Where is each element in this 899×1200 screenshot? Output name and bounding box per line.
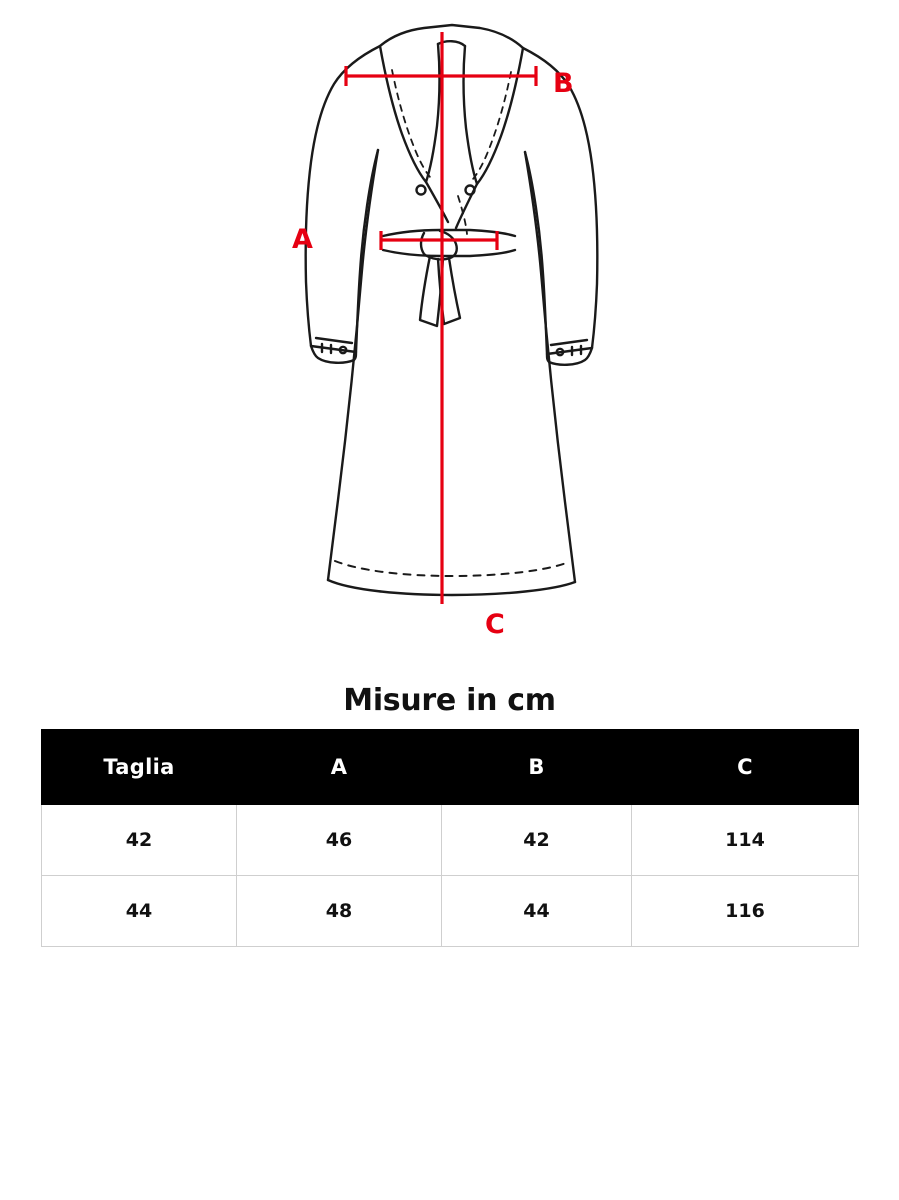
cell-a: 46: [237, 805, 442, 876]
marker-label-c: C: [485, 609, 505, 640]
column-header-a: A: [237, 730, 442, 805]
hem-outline: [328, 580, 575, 595]
chest-button-left: [417, 186, 426, 195]
left-sleeve-outline: [306, 46, 380, 352]
marker-label-b: B: [553, 68, 574, 99]
cell-b: 44: [442, 876, 632, 947]
cell-b: 42: [442, 805, 632, 876]
front-wrap-left: [426, 182, 448, 222]
cell-taglia: 44: [42, 876, 237, 947]
right-cuff-line: [551, 340, 587, 345]
column-header-b: B: [442, 730, 632, 805]
table-header-row: [42, 730, 859, 805]
body-left-outline: [328, 150, 378, 580]
body-right-outline: [525, 152, 575, 582]
cell-c: 116: [632, 876, 859, 947]
marker-label-a: A: [292, 224, 313, 255]
collar-top-outline: [380, 25, 523, 48]
belt-bottom: [383, 250, 515, 256]
right-lapel: [464, 46, 523, 184]
size-table: [41, 729, 859, 947]
cell-c: 114: [632, 805, 859, 876]
table-title: Misure in cm: [343, 683, 556, 718]
left-cuff-line: [316, 338, 352, 343]
table-row: [42, 876, 859, 947]
column-header-c: C: [632, 730, 859, 805]
cell-a: 48: [237, 876, 442, 947]
table-row: [42, 805, 859, 876]
hem-stitch: [335, 561, 569, 576]
cell-taglia: 42: [42, 805, 237, 876]
left-lapel: [380, 44, 439, 182]
column-header-taglia: Taglia: [42, 730, 237, 805]
